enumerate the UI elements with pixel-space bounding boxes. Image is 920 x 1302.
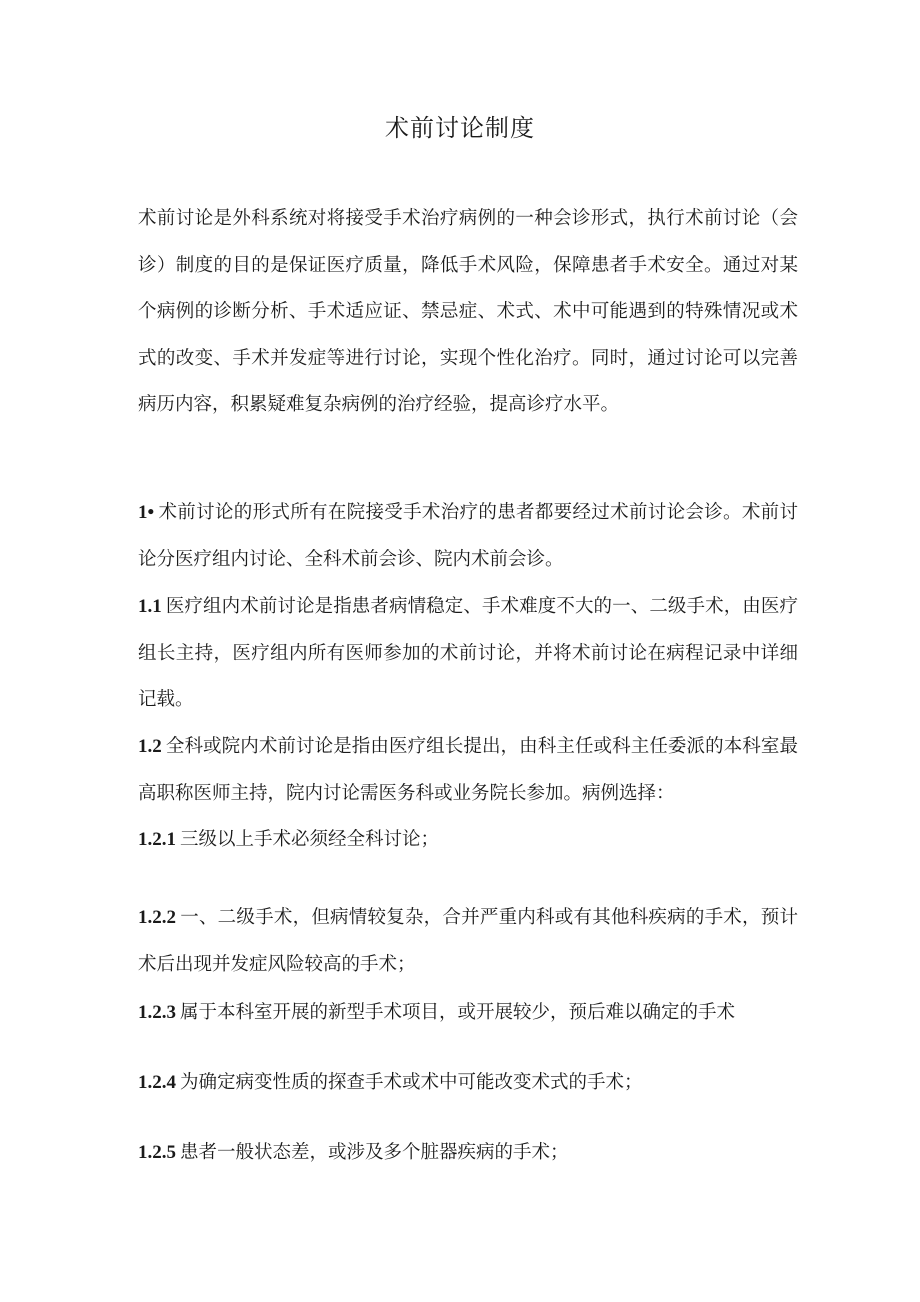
section-1-2 — [138, 724, 798, 817]
section-text: 术前讨论的形式所有在院接受手术治疗的患者都要经过术前讨论会诊。术前讨论分医疗组内讨论、全科术前会诊、院内术前会诊。 — [138, 502, 798, 570]
section-text: 三级以上手术必须经全科讨论； — [180, 829, 440, 850]
section-text: 患者一般状态差，或涉及多个脏器疾病的手术； — [180, 1142, 569, 1163]
section-number: 1.2.4 — [138, 1072, 176, 1093]
intro-paragraph: 术前讨论是外科系统对将接受手术治疗病例的一种会诊形式，执行术前讨论（会诊）制度的目的是保证医疗质量，降低手术风险，保障患者手术安全。通过对某个病例的诊断分析、手术适应证、禁忌症、术式、术中可能遇到的特殊情况或术式的改变、手术并发症等进行讨论，实现个性化治疗。同时，通过讨论可以完善病历内容，积累疑难复杂病例的治疗经验，提高诊疗水平。 — [138, 208, 798, 415]
section-number: 1.2 — [138, 736, 162, 757]
document-title: 术前讨论制度 — [385, 114, 535, 142]
section-1-1 — [138, 584, 798, 724]
section-text: 全科或院内术前讨论是指由医疗组长提出，由科主任或科主任委派的本科室最高职称医师主持，院内讨论需医务科或业务院长参加。病例选择： — [138, 736, 798, 804]
section-1-2-2 — [138, 895, 798, 988]
section-number: 1.2.5 — [138, 1142, 176, 1163]
section-text: 属于本科室开展的新型手术项目，或开展较少，预后难以确定的手术 — [180, 1002, 736, 1023]
section-text: 医疗组内术前讨论是指患者病情稳定、手术难度不大的一、二级手术，由医疗组长主持，医疗组内所有医师参加的术前讨论，并将术前讨论在病程记录中详细记载。 — [138, 596, 798, 710]
section-1-2-3 — [138, 990, 798, 1037]
section-text: 为确定病变性质的探查手术或术中可能改变术式的手术； — [180, 1072, 643, 1093]
section-number: 1.2.2 — [138, 907, 176, 928]
section-1-2-5 — [138, 1130, 798, 1177]
section-number: 1.1 — [138, 596, 162, 617]
section-1-2-1 — [138, 817, 798, 864]
section-number: 1.2.3 — [138, 1002, 176, 1023]
section-text: 一、二级手术，但病情较复杂，合并严重内科或有其他科疾病的手术，预计术后出现并发症风险较高的手术； — [138, 907, 798, 975]
section-number: 1.2.1 — [138, 829, 176, 850]
section-1-2-4 — [138, 1060, 798, 1107]
section-1 — [138, 490, 798, 583]
section-number: 1• — [138, 502, 155, 523]
